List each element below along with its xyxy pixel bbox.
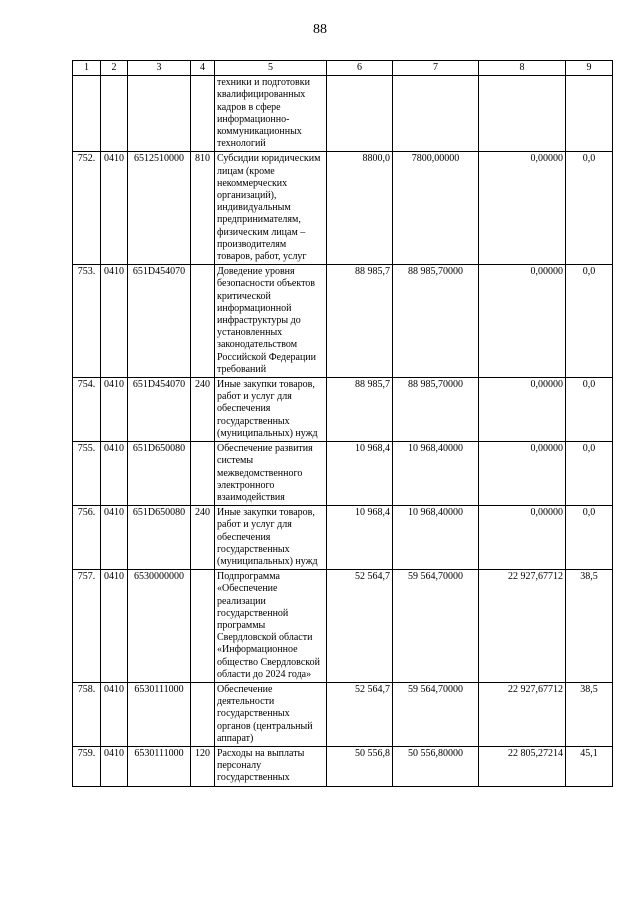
header-cell: 5 xyxy=(215,61,327,76)
row-number: 755. xyxy=(73,442,101,506)
executed-amount: 0,00000 xyxy=(479,442,566,506)
revised-amount: 59 564,70000 xyxy=(393,682,479,746)
row-number: 758. xyxy=(73,682,101,746)
item-name: Иные закупки товаров, работ и услуг для обеспечения государственных (муниципальных) нужд xyxy=(215,378,327,442)
approved-amount: 50 556,8 xyxy=(327,746,393,786)
item-name: Субсидии юридическим лицам (кроме некоммерческих организаций), индивидуальным предпринимателям, физическим лицам – производителям товаров, работ, услуг xyxy=(215,152,327,265)
expense-type-code: 120 xyxy=(191,746,215,786)
revised-amount: 50 556,80000 xyxy=(393,746,479,786)
row-number: 754. xyxy=(73,378,101,442)
revised-amount: 88 985,70000 xyxy=(393,378,479,442)
executed-amount: 22 927,67712 xyxy=(479,570,566,683)
execution-percent: 38,5 xyxy=(566,570,613,683)
target-article-code: 6512510000 xyxy=(128,152,191,265)
target-article-code: 651D650080 xyxy=(128,506,191,570)
table-row xyxy=(73,506,613,570)
table-row xyxy=(73,378,613,442)
section-code: 0410 xyxy=(101,570,128,683)
table-row xyxy=(73,682,613,746)
header-cell: 7 xyxy=(393,61,479,76)
section-code: 0410 xyxy=(101,506,128,570)
header-cell: 9 xyxy=(566,61,613,76)
executed-amount: 0,00000 xyxy=(479,506,566,570)
target-article-code xyxy=(128,76,191,152)
row-number: 756. xyxy=(73,506,101,570)
section-code: 0410 xyxy=(101,152,128,265)
expense-type-code: 240 xyxy=(191,506,215,570)
target-article-code: 6530111000 xyxy=(128,746,191,786)
header-cell: 4 xyxy=(191,61,215,76)
executed-amount: 0,00000 xyxy=(479,152,566,265)
approved-amount: 10 968,4 xyxy=(327,506,393,570)
revised-amount: 7800,00000 xyxy=(393,152,479,265)
executed-amount: 0,00000 xyxy=(479,378,566,442)
expense-type-code: 810 xyxy=(191,152,215,265)
header-cell: 6 xyxy=(327,61,393,76)
header-cell: 3 xyxy=(128,61,191,76)
section-code: 0410 xyxy=(101,682,128,746)
row-number: 753. xyxy=(73,265,101,378)
table-row xyxy=(73,152,613,265)
approved-amount: 10 968,4 xyxy=(327,442,393,506)
table-row xyxy=(73,76,613,152)
budget-table xyxy=(72,60,613,787)
table-row xyxy=(73,442,613,506)
target-article-code: 6530000000 xyxy=(128,570,191,683)
executed-amount: 22 805,27214 xyxy=(479,746,566,786)
expense-type-code: 240 xyxy=(191,378,215,442)
page-number: 88 xyxy=(313,22,327,37)
section-code: 0410 xyxy=(101,265,128,378)
table-row xyxy=(73,746,613,786)
approved-amount: 88 985,7 xyxy=(327,265,393,378)
approved-amount: 88 985,7 xyxy=(327,378,393,442)
section-code: 0410 xyxy=(101,746,128,786)
revised-amount xyxy=(393,76,479,152)
revised-amount: 10 968,40000 xyxy=(393,442,479,506)
target-article-code: 651D454070 xyxy=(128,265,191,378)
execution-percent: 0,0 xyxy=(566,378,613,442)
row-number: 759. xyxy=(73,746,101,786)
executed-amount: 22 927,67712 xyxy=(479,682,566,746)
item-name: техники и подготовки квалифицированных кадров в сфере информационно-коммуникационных технологий xyxy=(215,76,327,152)
expense-type-code xyxy=(191,442,215,506)
execution-percent: 0,0 xyxy=(566,152,613,265)
revised-amount: 59 564,70000 xyxy=(393,570,479,683)
target-article-code: 651D454070 xyxy=(128,378,191,442)
executed-amount: 0,00000 xyxy=(479,265,566,378)
item-name: Иные закупки товаров, работ и услуг для обеспечения государственных (муниципальных) нужд xyxy=(215,506,327,570)
section-code xyxy=(101,76,128,152)
target-article-code: 651D650080 xyxy=(128,442,191,506)
expense-type-code xyxy=(191,76,215,152)
approved-amount xyxy=(327,76,393,152)
row-number: 757. xyxy=(73,570,101,683)
item-name: Подпрограмма «Обеспечение реализации государственной программы Свердловской области «Информационное общество Свердловской области до 2024 года» xyxy=(215,570,327,683)
expense-type-code xyxy=(191,265,215,378)
header-cell: 1 xyxy=(73,61,101,76)
section-code: 0410 xyxy=(101,378,128,442)
approved-amount: 52 564,7 xyxy=(327,570,393,683)
expense-type-code xyxy=(191,570,215,683)
header-row xyxy=(73,61,613,76)
execution-percent: 0,0 xyxy=(566,506,613,570)
execution-percent: 38,5 xyxy=(566,682,613,746)
target-article-code: 6530111000 xyxy=(128,682,191,746)
table-row xyxy=(73,570,613,683)
executed-amount xyxy=(479,76,566,152)
execution-percent: 45,1 xyxy=(566,746,613,786)
approved-amount: 8800,0 xyxy=(327,152,393,265)
execution-percent: 0,0 xyxy=(566,442,613,506)
revised-amount: 88 985,70000 xyxy=(393,265,479,378)
item-name: Расходы на выплаты персоналу государственных xyxy=(215,746,327,786)
table-row xyxy=(73,265,613,378)
expense-type-code xyxy=(191,682,215,746)
approved-amount: 52 564,7 xyxy=(327,682,393,746)
item-name: Обеспечение деятельности государственных органов (центральный аппарат) xyxy=(215,682,327,746)
header-cell: 2 xyxy=(101,61,128,76)
item-name: Обеспечение развития системы межведомственного электронного взаимодействия xyxy=(215,442,327,506)
row-number: 752. xyxy=(73,152,101,265)
row-number xyxy=(73,76,101,152)
execution-percent xyxy=(566,76,613,152)
section-code: 0410 xyxy=(101,442,128,506)
execution-percent: 0,0 xyxy=(566,265,613,378)
item-name: Доведение уровня безопасности объектов критической информационной инфраструктуры до установленных законодательством Российской Федерации требований xyxy=(215,265,327,378)
revised-amount: 10 968,40000 xyxy=(393,506,479,570)
header-cell: 8 xyxy=(479,61,566,76)
